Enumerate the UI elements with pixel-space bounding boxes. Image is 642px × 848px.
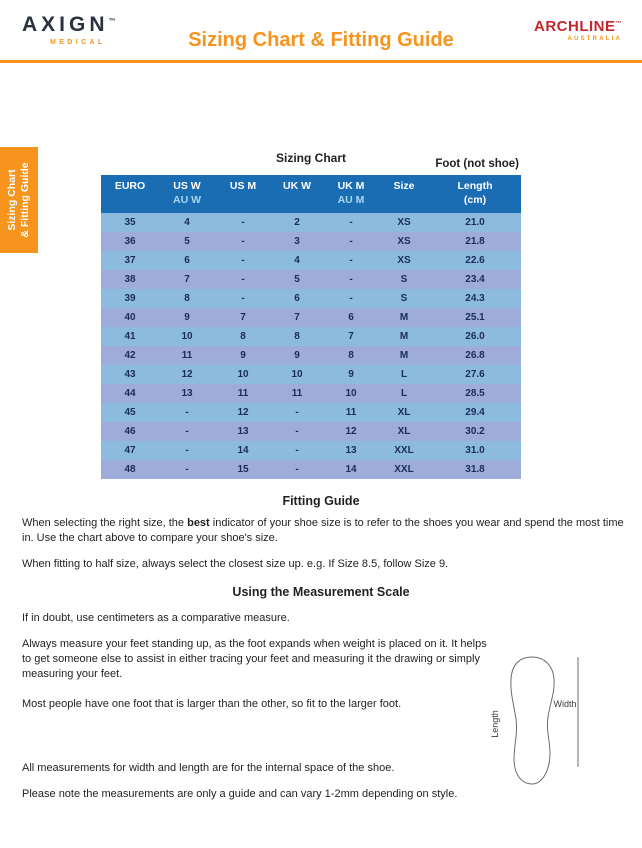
sizing-table-body: [101, 213, 521, 479]
table-cell: 7: [294, 312, 300, 323]
table-cell: XXL: [394, 445, 414, 456]
table-cell: 4: [294, 255, 300, 266]
table-row: [101, 346, 521, 365]
table-cell: -: [349, 274, 353, 285]
table-row: [101, 460, 521, 479]
table-cell: -: [241, 236, 245, 247]
axign-trademark: ™: [108, 18, 116, 25]
header-divider: [0, 60, 642, 63]
table-cell: S: [400, 274, 408, 285]
table-cell: 26.8: [465, 350, 485, 361]
length-label: Length: [490, 710, 500, 738]
table-cell: -: [241, 255, 245, 266]
table-cell: -: [349, 236, 353, 247]
table-cell: 10: [181, 331, 193, 342]
column-header: Length (cm): [429, 175, 521, 213]
table-cell: 23.4: [465, 274, 485, 285]
table-row: [101, 441, 521, 460]
table-cell: M: [399, 331, 409, 342]
table-cell: M: [399, 350, 409, 361]
fitting-guide-paragraph-2: When fitting to half size, always select the closest size up. e.g. If Size 8.5, follow Size 9.: [22, 558, 449, 570]
table-cell: 8: [184, 293, 190, 304]
table-cell: 22.6: [465, 255, 485, 266]
table-cell: 21.8: [465, 236, 485, 247]
table-cell: 14: [345, 464, 357, 475]
table-cell: 45: [124, 407, 136, 418]
side-tab-label-line2: & Fitting Guide: [19, 162, 31, 238]
sizing-table: [101, 175, 521, 479]
table-cell: 13: [237, 426, 249, 437]
table-cell: 12: [181, 369, 193, 380]
table-cell: -: [185, 445, 189, 456]
side-tab: [0, 147, 38, 253]
table-cell: XL: [397, 426, 411, 437]
table-cell: 10: [345, 388, 357, 399]
side-tab-label-line1: Sizing Chart: [5, 169, 18, 231]
table-row: [101, 251, 521, 270]
table-cell: M: [399, 312, 409, 323]
table-cell: -: [349, 255, 353, 266]
foot-not-shoe-note: Foot (not shoe): [435, 158, 519, 170]
table-cell: 9: [240, 350, 246, 361]
table-cell: 36: [124, 236, 136, 247]
table-row: [101, 327, 521, 346]
table-cell: 5: [184, 236, 190, 247]
table-cell: -: [295, 464, 299, 475]
table-cell: -: [185, 464, 189, 475]
table-cell: 2: [294, 217, 300, 228]
measurement-paragraph-5: Please note the measurements are only a guide and can vary 1-2mm depending on style.: [22, 788, 458, 800]
table-cell: -: [185, 426, 189, 437]
table-cell: 6: [348, 312, 354, 323]
table-row: [101, 232, 521, 251]
side-tab-label: [6, 147, 32, 253]
axign-wordmark: AXIGN: [22, 13, 109, 36]
table-cell: 30.2: [465, 426, 485, 437]
table-cell: -: [349, 217, 353, 228]
table-row: [101, 270, 521, 289]
page-title: Sizing Chart & Fitting Guide: [188, 29, 454, 51]
table-cell: 4: [184, 217, 190, 228]
table-cell: 11: [237, 388, 249, 399]
table-cell: L: [400, 388, 408, 399]
fitting-p1-bold-word: best: [187, 517, 210, 529]
table-cell: 11: [345, 407, 357, 418]
table-cell: 42: [124, 350, 136, 361]
table-cell: XL: [397, 407, 411, 418]
table-cell: 31.8: [465, 464, 485, 475]
table-cell: -: [185, 407, 189, 418]
measurement-scale-heading: Using the Measurement Scale: [232, 585, 410, 599]
archline-trademark: ™: [615, 21, 622, 27]
table-cell: 5: [294, 274, 300, 285]
table-cell: 11: [291, 388, 303, 399]
table-cell: 7: [240, 312, 246, 323]
measurement-paragraph-4: All measurements for width and length are for the internal space of the shoe.: [22, 762, 395, 774]
table-cell: 14: [237, 445, 249, 456]
table-cell: 37: [124, 255, 136, 266]
table-cell: 13: [345, 445, 357, 456]
foot-measurement-diagram: [486, 649, 598, 791]
column-header: UK M AU M: [323, 175, 379, 213]
table-row: [101, 422, 521, 441]
table-cell: 24.3: [465, 293, 485, 304]
table-cell: 26.0: [465, 331, 485, 342]
archline-logo-subtitle: AUSTRALIA: [567, 36, 622, 42]
table-cell: -: [349, 293, 353, 304]
table-cell: 12: [237, 407, 249, 418]
sizing-table-container: [101, 175, 521, 479]
archline-logo: [534, 18, 622, 42]
table-cell: XXL: [394, 464, 414, 475]
foot-outline-icon: [486, 649, 598, 791]
table-row: [101, 289, 521, 308]
column-header: Size: [379, 175, 429, 213]
measurement-paragraph-1: If in doubt, use centimeters as a comparative measure.: [22, 612, 290, 624]
table-cell: 35: [124, 217, 136, 228]
table-cell: 11: [181, 350, 193, 361]
table-cell: 10: [237, 369, 249, 380]
table-cell: 8: [294, 331, 300, 342]
table-cell: L: [400, 369, 408, 380]
archline-wordmark: ARCHLINE: [534, 18, 616, 35]
archline-logo-name: [534, 18, 622, 35]
table-row: [101, 403, 521, 422]
table-cell: 25.1: [465, 312, 485, 323]
table-cell: -: [295, 445, 299, 456]
table-row: [101, 365, 521, 384]
fitting-guide-heading: Fitting Guide: [282, 494, 360, 508]
column-header: US M: [215, 175, 271, 213]
table-cell: 29.4: [465, 407, 485, 418]
table-cell: 9: [294, 350, 300, 361]
table-cell: -: [241, 274, 245, 285]
table-cell: 38: [124, 274, 136, 285]
table-cell: 47: [124, 445, 136, 456]
table-cell: 48: [124, 464, 136, 475]
table-cell: -: [295, 426, 299, 437]
table-cell: 13: [181, 388, 193, 399]
foot-outline-path: [511, 657, 554, 784]
table-cell: 28.5: [465, 388, 485, 399]
table-cell: 8: [348, 350, 354, 361]
fitting-p1-text-after: indicator of your shoe size is to refer to the shoes you wear and spend the most time in. Use the chart above to compare your shoe's size.: [22, 517, 624, 544]
table-cell: XS: [397, 255, 411, 266]
table-cell: -: [241, 217, 245, 228]
table-cell: 3: [294, 236, 300, 247]
measurement-paragraph-2: Always measure your feet standing up, as the foot expands when weight is placed on it. It helps to get someone else to assist in either tracing your feet and measuring it the drawing or simply measuring your feet.: [22, 638, 487, 680]
table-row: [101, 384, 521, 403]
table-cell: 27.6: [465, 369, 485, 380]
table-row: [101, 308, 521, 327]
column-header: EURO: [101, 175, 159, 213]
width-label: Width: [553, 699, 577, 709]
table-cell: 10: [291, 369, 303, 380]
table-cell: 8: [240, 331, 246, 342]
table-cell: 44: [124, 388, 136, 399]
table-cell: 7: [348, 331, 354, 342]
sizing-chart-title: Sizing Chart: [275, 151, 346, 165]
table-cell: 6: [294, 293, 300, 304]
axign-logo-subtitle: MEDICAL: [50, 39, 106, 46]
table-cell: -: [295, 407, 299, 418]
table-cell: 15: [237, 464, 249, 475]
table-cell: 41: [124, 331, 136, 342]
fitting-p1-text: When selecting the right size, the: [22, 517, 188, 529]
sizing-table-header-row: [101, 175, 521, 213]
table-cell: 9: [348, 369, 354, 380]
table-cell: XS: [397, 236, 411, 247]
measurement-paragraph-3: Most people have one foot that is larger than the other, so fit to the larger foot.: [22, 698, 402, 710]
table-cell: 9: [184, 312, 190, 323]
table-cell: 6: [184, 255, 190, 266]
table-cell: 39: [124, 293, 136, 304]
table-cell: 43: [124, 369, 136, 380]
table-cell: 46: [124, 426, 136, 437]
table-cell: 7: [184, 274, 190, 285]
table-cell: 40: [124, 312, 136, 323]
table-cell: 31.0: [465, 445, 485, 456]
table-cell: XS: [397, 217, 411, 228]
table-row: [101, 213, 521, 232]
table-cell: -: [241, 293, 245, 304]
table-cell: 21.0: [465, 217, 485, 228]
column-header: UK W: [271, 175, 323, 213]
fitting-guide-paragraph-1: [22, 516, 624, 546]
table-cell: S: [400, 293, 408, 304]
column-header: US W AU W: [159, 175, 215, 213]
table-cell: 12: [345, 426, 357, 437]
